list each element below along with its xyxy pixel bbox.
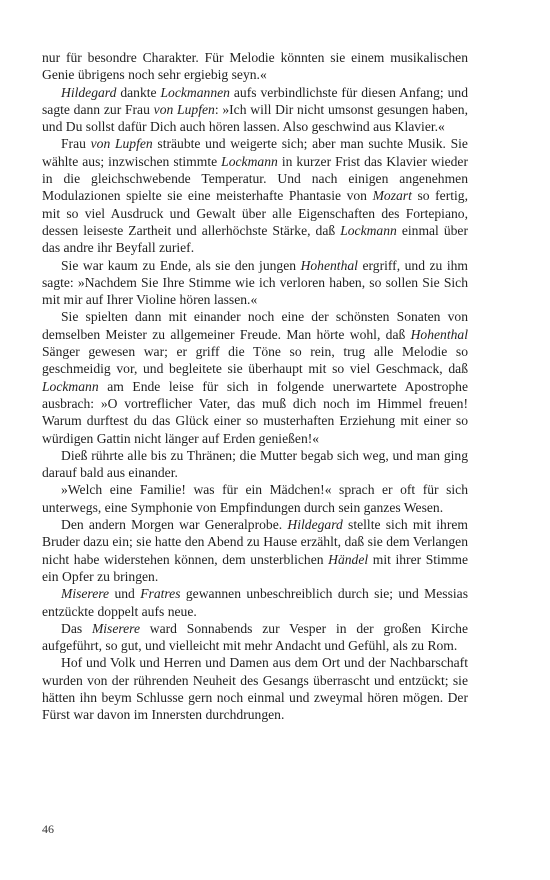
text-run: einmal über das andre ihr Beyfall zurief.	[42, 222, 468, 256]
page-body	[42, 49, 468, 724]
paragraph	[42, 620, 468, 655]
paragraph	[42, 49, 468, 84]
italic-text-run: Lockmannen	[160, 84, 230, 100]
text-run: Hof und Volk und Herren und Damen aus dem Ort und der Nachbarschaft wurden von der rührenden Neuheit des Gesangs überrascht und entzückt; sie hätten ihn beym Schlusse gern noch einmal und zweymal hören mögen. Der Fürst war davon im Innersten durchdrungen.	[42, 655, 468, 723]
text-run: Sie war kaum zu Ende, als sie den jungen	[61, 257, 301, 273]
paragraph	[42, 585, 468, 620]
text-run: Das	[61, 620, 92, 636]
paragraph	[42, 481, 468, 516]
text-run: nur für besondre Charakter. Für Melodie könnten sie einem musikalischen Genie übrigens noch sehr ergiebig seyn.«	[42, 50, 468, 83]
italic-text-run: Hildegard	[287, 517, 343, 533]
paragraph	[42, 308, 468, 446]
text-run: Dieß rührte alle bis zu Thränen; die Mutter begab sich weg, und man ging darauf bald aus einander.	[42, 447, 468, 481]
text-run: in kurzer Frist das Klavier wieder in die gleichschwebende Temperatur. Und nach einigen angenehmen Modulazionen spielte sie eine meisterhafte Phantasie von	[42, 153, 468, 204]
italic-text-run: Lockmann	[340, 222, 397, 238]
italic-text-run: Hohenthal	[300, 257, 358, 273]
text-run: und	[109, 586, 141, 602]
italic-text-run: Fratres	[140, 586, 181, 602]
italic-text-run: Lockmann	[42, 378, 99, 394]
text-run: sträubte und weigerte sich; aber man suchte Musik. Sie wählte aus; inzwischen stimmte	[42, 136, 468, 169]
text-run: stellte sich mit ihrem Bruder dazu ein; sie hatte den Abend zu Hause erzählt, daß sie dem Verlangen nicht habe widerstehen können, dem unsterblichen	[42, 517, 468, 567]
text-run: dankte	[116, 84, 161, 100]
paragraph	[42, 447, 468, 482]
italic-text-run: Hohenthal	[410, 326, 468, 342]
italic-text-run: Lockmann	[221, 153, 278, 169]
page-number: 46	[42, 822, 54, 836]
text-run: aufs verbindlichste für diesen Anfang; und sagte dann zur Frau	[42, 84, 468, 117]
italic-text-run: Miserere	[61, 586, 110, 602]
paragraph	[42, 516, 468, 585]
paragraph	[42, 257, 468, 309]
text-run: mit ihrer Stimme ein Opfer zu bringen.	[42, 551, 469, 584]
paragraph	[42, 654, 468, 723]
text-run: »Welch eine Familie! was für ein Mädchen!« sprach er oft für sich unterwegs, eine Symphonie von Empfindungen durch sein ganzes Wesen.	[42, 482, 468, 515]
paragraph	[42, 84, 468, 136]
italic-text-run: Händel	[328, 551, 369, 567]
paragraph	[42, 135, 468, 256]
italic-text-run: von Lupfen	[90, 136, 153, 152]
italic-text-run: Mozart	[372, 188, 412, 204]
text-run: Sie spielten dann mit einander noch eine der schönsten Sonaten von demselben Meister zu allgemeiner Freude. Man hörte wohl, daß	[42, 309, 468, 342]
text-run: ward Sonnabends zur Vesper in der großen Kirche aufgeführt, so gut, und vielleicht mit mehr Andacht und Gefühl, als zu Rom.	[42, 620, 468, 654]
text-run: ergriff, und zu ihm sagte: »Nachdem Sie Ihre Stimme wie ich verloren haben, so sollen Sie Sich mit mir auf Ihrer Violine hören lassen.«	[42, 257, 468, 308]
text-run: Sänger gewesen war; er griff die Töne so rein, trug alle Melodie so geschmeidig vor, und begleitete sie überhaupt mit so viel Geschmack, daß	[42, 344, 468, 377]
text-run: am Ende leise für sich in folgende unerwartete Apostrophe ausbrach: »O vortreflicher Vater, das muß dich noch im Himmel freuen! Warum durftest du das Glück einer so musterhaften Erziehung mit einer so würdigen Gattin nicht länger auf Erden genießen!«	[42, 378, 468, 446]
text-run: Den andern Morgen war Generalprobe.	[61, 517, 288, 533]
italic-text-run: Hildegard	[61, 84, 117, 100]
text-run: Frau	[61, 136, 91, 152]
text-run: : »Ich will Dir nicht umsonst gesungen haben, und Du sollst dafür Dich auch hören lassen. Also geschwind aus Klavier.«	[42, 101, 468, 135]
text-run: gewannen unbeschreiblich durch sie; und Messias entzückte doppelt aufs neue.	[42, 586, 468, 619]
italic-text-run: Miserere	[91, 620, 140, 636]
text-run: so fertig, mit so viel Ausdruck und Gewalt über alle Eigenschaften des Fortepiano, dessen leiseste Zartheit und allerhöchste Stärke, daß	[42, 188, 468, 238]
italic-text-run: von Lupfen	[153, 101, 215, 117]
